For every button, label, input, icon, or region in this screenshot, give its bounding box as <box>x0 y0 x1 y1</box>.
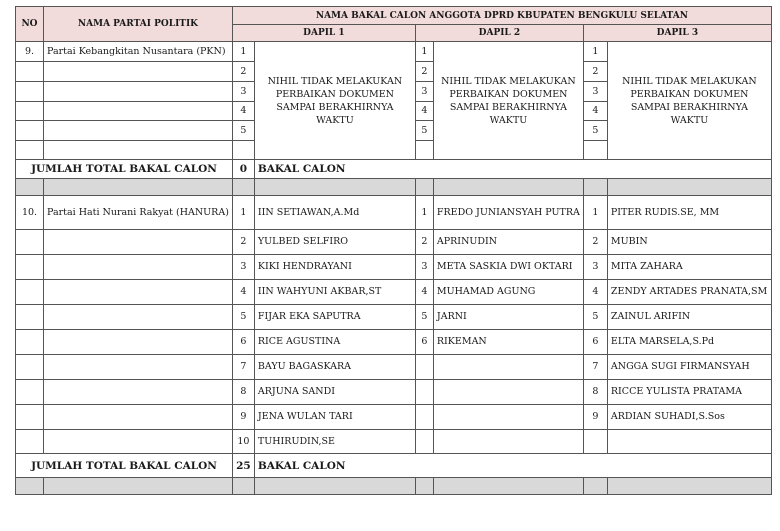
party-name <box>44 330 233 355</box>
dapil-1-candidate: TUHIRUDIN,SE <box>254 430 415 454</box>
table-row <box>16 380 772 405</box>
party-no <box>16 330 44 355</box>
dapil-2-number: 1 <box>415 196 433 230</box>
dapil-1-number: 10 <box>232 430 254 454</box>
header-dapil-3: DAPIL 3 <box>583 25 771 42</box>
dapil-2-candidate: MUHAMAD AGUNG <box>433 280 583 305</box>
dapil-3-candidate: ARDIAN SUHADI,S.Sos <box>607 405 771 430</box>
party-no <box>16 141 44 160</box>
dapil-1-candidate: ARJUNA SANDI <box>254 380 415 405</box>
dapil-2-number: 2 <box>415 230 433 255</box>
dapil-3-candidate: MUBIN <box>607 230 771 255</box>
dapil-1-candidate: YULBED SELFIRO <box>254 230 415 255</box>
candidate-table-sheet <box>15 6 772 495</box>
dapil-3-number: 3 <box>583 255 607 280</box>
separator-cell <box>415 478 433 495</box>
header-party: NAMA PARTAI POLITIK <box>44 7 233 42</box>
party-no: 9. <box>16 42 44 62</box>
party-no <box>16 82 44 102</box>
dapil-1-candidate: RICE AGUSTINA <box>254 330 415 355</box>
dapil-1-candidate: KIKI HENDRAYANI <box>254 255 415 280</box>
separator-row <box>16 478 772 495</box>
dapil-2-number <box>415 141 433 160</box>
dapil-3-candidate: ANGGA SUGI FIRMANSYAH <box>607 355 771 380</box>
candidate-table <box>15 6 772 495</box>
dapil-2-number: 1 <box>415 42 433 62</box>
party-name <box>44 280 233 305</box>
dapil-3-number: 6 <box>583 330 607 355</box>
dapil-2-candidate <box>433 380 583 405</box>
party-name <box>44 380 233 405</box>
dapil-1-number: 5 <box>232 121 254 141</box>
total-count: 25 <box>232 454 254 478</box>
separator-cell <box>44 179 233 196</box>
party-name <box>44 355 233 380</box>
table-row <box>16 255 772 280</box>
dapil-1-number: 5 <box>232 305 254 330</box>
dapil-2-number: 3 <box>415 82 433 102</box>
dapil-3-candidate: ZENDY ARTADES PRANATA,SM <box>607 280 771 305</box>
dapil-3-candidate: MITA ZAHARA <box>607 255 771 280</box>
total-label: JUMLAH TOTAL BAKAL CALON <box>16 160 233 179</box>
dapil-1-number: 2 <box>232 230 254 255</box>
dapil-3-number: 4 <box>583 102 607 121</box>
dapil-3-nihil-note: NIHIL TIDAK MELAKUKAN PERBAIKAN DOKUMEN SAMPAI BERAKHIRNYA WAKTU <box>607 42 771 160</box>
separator-cell <box>433 478 583 495</box>
dapil-1-candidate: IIN WAHYUNI AKBAR,ST <box>254 280 415 305</box>
dapil-3-number: 4 <box>583 280 607 305</box>
dapil-2-number: 4 <box>415 280 433 305</box>
dapil-1-candidate: IIN SETIAWAN,A.Md <box>254 196 415 230</box>
table-row <box>16 305 772 330</box>
dapil-3-number: 9 <box>583 405 607 430</box>
party-no <box>16 255 44 280</box>
separator-cell <box>433 179 583 196</box>
separator-cell <box>16 478 44 495</box>
party-no <box>16 355 44 380</box>
table-row <box>16 280 772 305</box>
dapil-1-candidate: FIJAR EKA SAPUTRA <box>254 305 415 330</box>
dapil-1-number: 1 <box>232 42 254 62</box>
dapil-1-candidate: JENA WULAN TARI <box>254 405 415 430</box>
party-no <box>16 430 44 454</box>
party-name <box>44 430 233 454</box>
separator-cell <box>44 478 233 495</box>
table-row <box>16 330 772 355</box>
party-no <box>16 405 44 430</box>
dapil-3-candidate: ELTA MARSELA,S.Pd <box>607 330 771 355</box>
party-no <box>16 121 44 141</box>
total-unit: BAKAL CALON <box>254 160 771 179</box>
separator-cell <box>232 478 254 495</box>
party-no <box>16 305 44 330</box>
dapil-2-candidate: APRINUDIN <box>433 230 583 255</box>
party-no <box>16 380 44 405</box>
dapil-1-candidate: BAYU BAGASKARA <box>254 355 415 380</box>
dapil-1-number: 3 <box>232 82 254 102</box>
separator-cell <box>415 179 433 196</box>
dapil-1-number: 4 <box>232 102 254 121</box>
dapil-3-number: 5 <box>583 305 607 330</box>
dapil-3-candidate: RICCE YULISTA PRATAMA <box>607 380 771 405</box>
dapil-2-number <box>415 355 433 380</box>
dapil-3-number <box>583 141 607 160</box>
dapil-2-candidate <box>433 355 583 380</box>
dapil-1-number: 2 <box>232 62 254 82</box>
dapil-1-number: 3 <box>232 255 254 280</box>
party-name <box>44 62 233 82</box>
party-name <box>44 82 233 102</box>
dapil-3-number: 8 <box>583 380 607 405</box>
dapil-2-number: 4 <box>415 102 433 121</box>
dapil-3-candidate <box>607 430 771 454</box>
dapil-2-candidate: FREDO JUNIANSYAH PUTRA <box>433 196 583 230</box>
party-name <box>44 405 233 430</box>
table-row <box>16 196 772 230</box>
party-name <box>44 121 233 141</box>
separator-cell <box>254 179 415 196</box>
dapil-3-number: 1 <box>583 196 607 230</box>
dapil-2-candidate <box>433 405 583 430</box>
separator-cell <box>16 179 44 196</box>
header-dapil-2: DAPIL 2 <box>415 25 583 42</box>
party-name <box>44 230 233 255</box>
party-no: 10. <box>16 196 44 230</box>
dapil-1-number: 8 <box>232 380 254 405</box>
separator-row <box>16 179 772 196</box>
dapil-1-number: 9 <box>232 405 254 430</box>
dapil-3-number: 2 <box>583 230 607 255</box>
dapil-2-candidate <box>433 430 583 454</box>
dapil-1-number: 6 <box>232 330 254 355</box>
dapil-2-number: 6 <box>415 330 433 355</box>
party-name <box>44 255 233 280</box>
dapil-3-number <box>583 430 607 454</box>
dapil-2-number <box>415 405 433 430</box>
dapil-2-number <box>415 430 433 454</box>
dapil-2-nihil-note: NIHIL TIDAK MELAKUKAN PERBAIKAN DOKUMEN SAMPAI BERAKHIRNYA WAKTU <box>433 42 583 160</box>
separator-cell <box>254 478 415 495</box>
total-row <box>16 160 772 179</box>
dapil-2-candidate: RIKEMAN <box>433 330 583 355</box>
table-row <box>16 42 772 62</box>
table-row <box>16 430 772 454</box>
dapil-1-number: 4 <box>232 280 254 305</box>
party-name: Partai Kebangkitan Nusantara (PKN) <box>44 42 233 62</box>
dapil-2-candidate: META SASKIA DWI OKTARI <box>433 255 583 280</box>
dapil-2-number: 2 <box>415 62 433 82</box>
party-name <box>44 141 233 160</box>
dapil-1-nihil-note: NIHIL TIDAK MELAKUKAN PERBAIKAN DOKUMEN SAMPAI BERAKHIRNYA WAKTU <box>254 42 415 160</box>
party-name: Partai Hati Nurani Rakyat (HANURA) <box>44 196 233 230</box>
dapil-2-number: 5 <box>415 121 433 141</box>
dapil-3-candidate: PITER RUDIS.SE, MM <box>607 196 771 230</box>
party-name <box>44 305 233 330</box>
total-row <box>16 454 772 478</box>
dapil-1-number: 1 <box>232 196 254 230</box>
dapil-3-number: 3 <box>583 82 607 102</box>
separator-cell <box>232 179 254 196</box>
header-title: NAMA BAKAL CALON ANGGOTA DPRD KBUPATEN BENGKULU SELATAN <box>232 7 771 25</box>
separator-cell <box>607 478 771 495</box>
separator-cell <box>583 478 607 495</box>
total-unit: BAKAL CALON <box>254 454 771 478</box>
total-count: 0 <box>232 160 254 179</box>
table-row <box>16 355 772 380</box>
table-row <box>16 230 772 255</box>
dapil-2-candidate: JARNI <box>433 305 583 330</box>
dapil-2-number <box>415 380 433 405</box>
dapil-2-number: 3 <box>415 255 433 280</box>
table-row <box>16 405 772 430</box>
dapil-2-number: 5 <box>415 305 433 330</box>
header-no: NO <box>16 7 44 42</box>
dapil-1-number <box>232 141 254 160</box>
separator-cell <box>607 179 771 196</box>
dapil-3-number: 5 <box>583 121 607 141</box>
dapil-3-number: 1 <box>583 42 607 62</box>
dapil-3-number: 2 <box>583 62 607 82</box>
total-label: JUMLAH TOTAL BAKAL CALON <box>16 454 233 478</box>
party-no <box>16 280 44 305</box>
party-no <box>16 230 44 255</box>
dapil-3-candidate: ZAINUL ARIFIN <box>607 305 771 330</box>
header-dapil-1: DAPIL 1 <box>232 25 415 42</box>
separator-cell <box>583 179 607 196</box>
dapil-1-number: 7 <box>232 355 254 380</box>
party-name <box>44 102 233 121</box>
party-no <box>16 62 44 82</box>
party-no <box>16 102 44 121</box>
dapil-3-number: 7 <box>583 355 607 380</box>
